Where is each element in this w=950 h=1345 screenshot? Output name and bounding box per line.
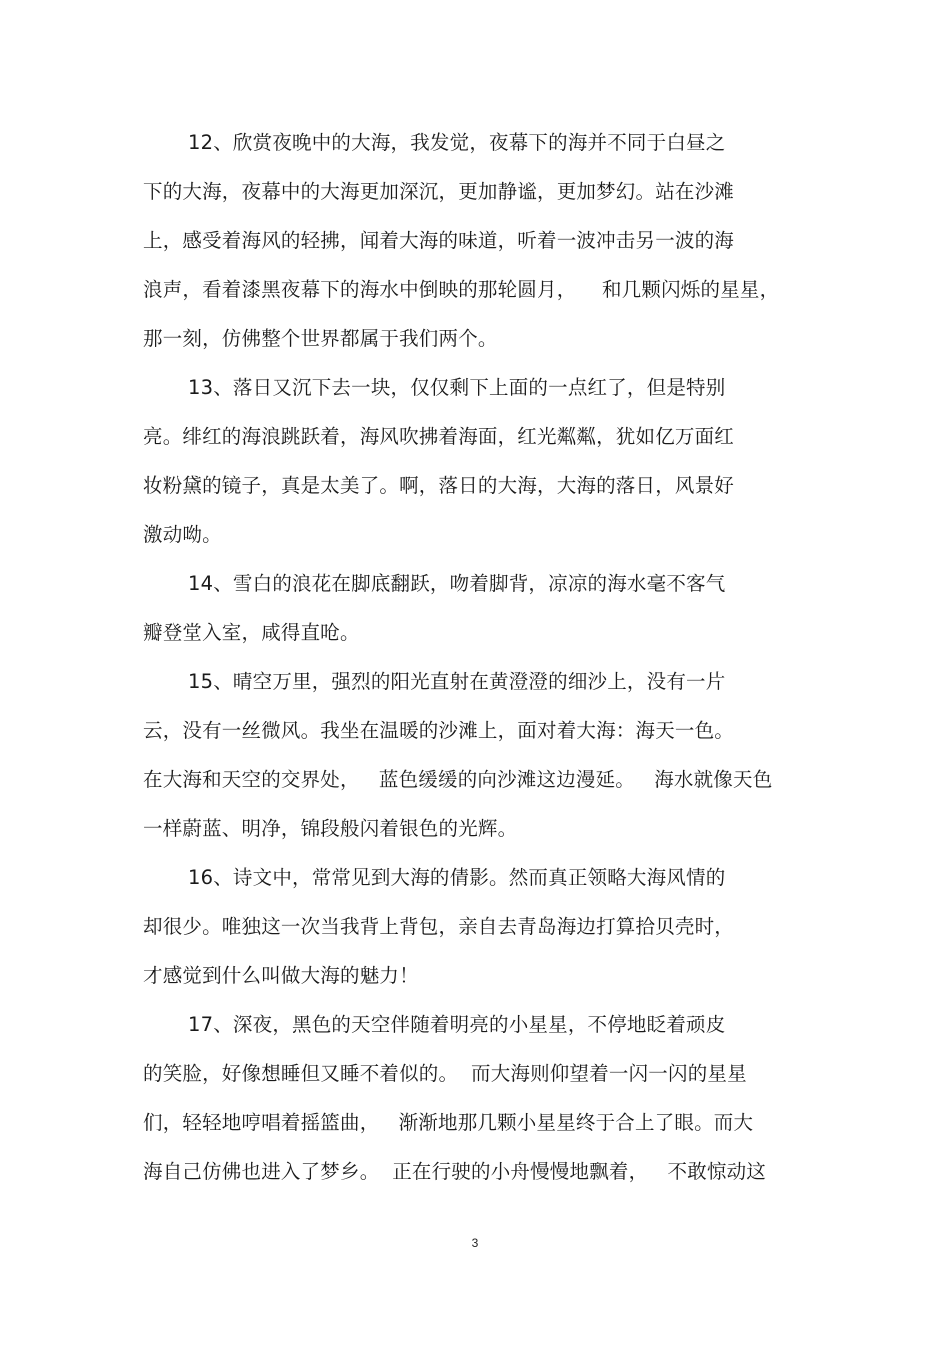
text-line: 17、深夜，黑色的天空伴随着明亮的小星星，不停地眨着顽皮 (188, 1013, 726, 1036)
text-line: 15、晴空万里，强烈的阳光直射在黄澄澄的细沙上，没有一片 (188, 670, 726, 693)
paragraph-14 (143, 559, 813, 657)
text-line: 云，没有一丝微风。我坐在温暖的沙滩上，面对着大海：海天一色。 (143, 719, 735, 742)
text-line: 上，感受着海风的轻拂，闻着大海的味道，听着一波冲击另一波的海 (143, 229, 735, 252)
text-line: 下的大海，夜幕中的大海更加深沉，更加静谧，更加梦幻。站在沙滩 (143, 180, 735, 203)
text-line: 16、诗文中，常常见到大海的倩影。然而真正领略大海风情的 (188, 866, 726, 889)
text-line: 14、雪白的浪花在脚底翻跃，吻着脚背，凉凉的海水毫不客气 (188, 572, 726, 595)
paragraph-16 (143, 853, 813, 1000)
text-line: 激动呦。 (143, 523, 222, 546)
paragraph-12 (143, 118, 813, 363)
text-line: 才感觉到什么叫做大海的魅力！ (143, 964, 419, 987)
text-line: 的笑脸，好像想睡但又睡不着似的。 而大海则仰望着一闪一闪的星星 (143, 1062, 747, 1085)
text-line: 在大海和天空的交界处， 蓝色缓缓的向沙滩这边漫延。 海水就像天色 (143, 768, 773, 791)
text-line: 12、欣赏夜晚中的大海，我发觉，夜幕下的海并不同于白昼之 (188, 131, 726, 154)
paragraph-17 (143, 1000, 813, 1196)
paragraph-13 (143, 363, 813, 559)
text-line: 那一刻，仿佛整个世界都属于我们两个。 (143, 327, 498, 350)
text-line: 13、落日又沉下去一块，仅仅剩下上面的一点红了，但是特别 (188, 376, 726, 399)
text-line: 海自己仿佛也进入了梦乡。 正在行驶的小舟慢慢地飘着， 不敢惊动这 (143, 1160, 766, 1183)
text-line: 亮。绯红的海浪跳跃着，海风吹拂着海面，红光粼粼，犹如亿万面红 (143, 425, 735, 448)
text-line: 妆粉黛的镜子，真是太美了。啊，落日的大海，大海的落日，风景好 (143, 474, 735, 497)
paragraph-15 (143, 657, 813, 853)
document-body (143, 118, 813, 1196)
text-line: 瓣登堂入室，咸得直呛。 (143, 621, 360, 644)
text-line: 浪声，看着漆黑夜幕下的海水中倒映的那轮圆月， 和几颗闪烁的星星， (143, 278, 780, 301)
text-line: 却很少。唯独这一次当我背上背包，亲自去青岛海边打算拾贝壳时， (143, 915, 735, 938)
text-line: 们，轻轻地哼唱着摇篮曲， 渐渐地那几颗小星星终于合上了眼。而大 (143, 1111, 754, 1134)
page-number: 3 (471, 1236, 479, 1250)
text-line: 一样蔚蓝、明净，锦段般闪着银色的光辉。 (143, 817, 518, 840)
